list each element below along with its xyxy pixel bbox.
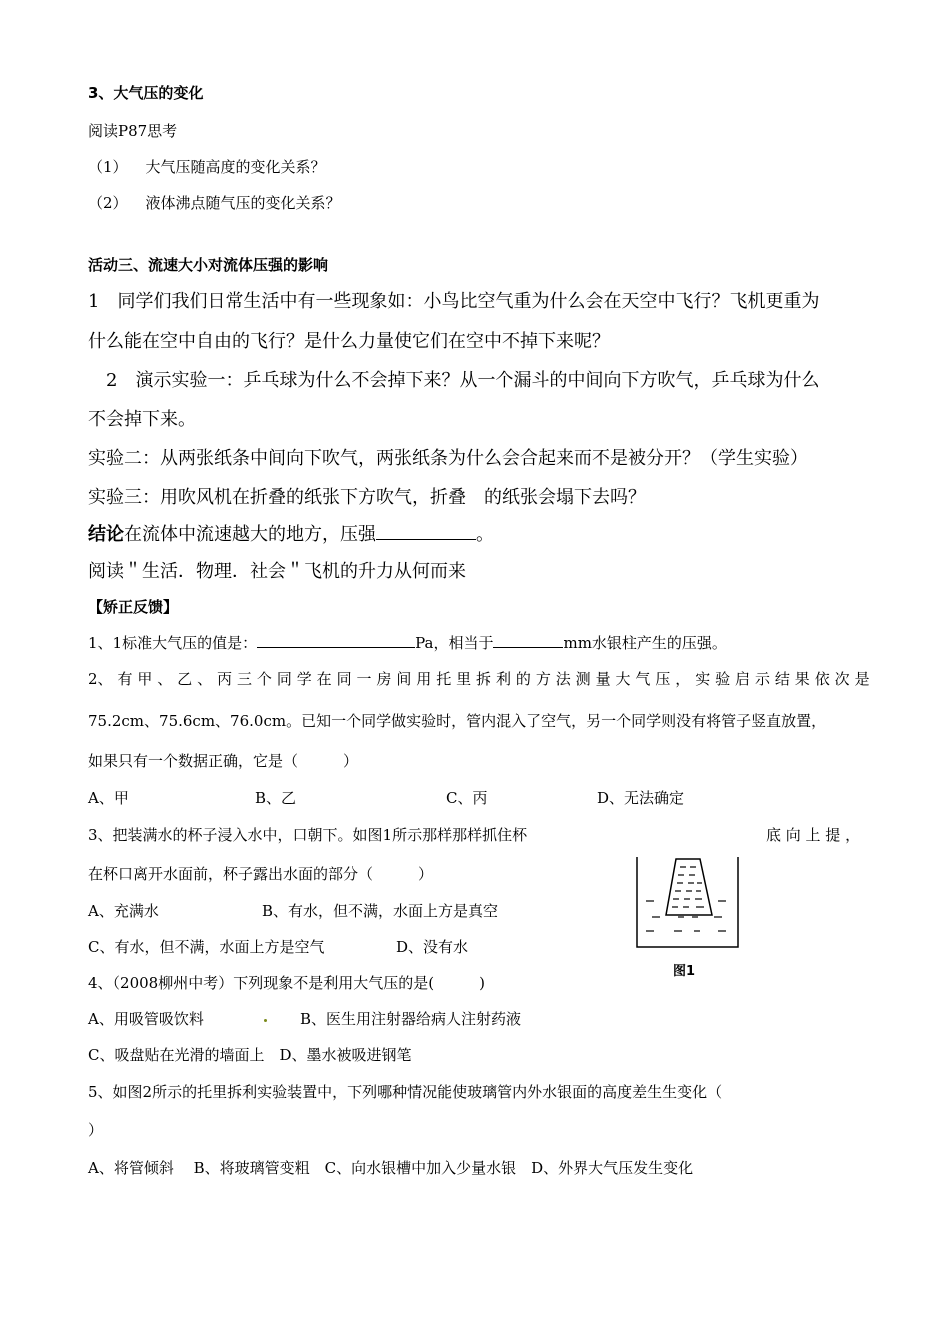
activity-paragraph-1-line-1: 1 同学们我们日常生活中有一些现象如：小鸟比空气重为什么会在天空中飞行？飞机更重为: [88, 291, 820, 312]
activity-paragraph-2-line-1: 2 演示实验一：乒乓球为什么不会掉下来？从一个漏斗的中间向下方吹气，乒乓球为什么: [88, 370, 820, 391]
question-2-text: 液体沸点随气压的变化关系？: [145, 194, 341, 212]
question-2: [88, 192, 341, 213]
q2-line-1-char: 启: [735, 670, 751, 688]
q2-line-1-char: 的: [515, 670, 531, 688]
q2-line-1-char: 个: [256, 670, 272, 688]
q2-line-1-char: 用: [416, 670, 432, 688]
conclusion-label: 结论: [88, 524, 124, 545]
q2-line-1-char: 2、: [88, 670, 113, 688]
activity-paragraph-2-line-2: 不会掉下来。: [88, 409, 196, 430]
q2-line-1-char: 间: [396, 670, 412, 688]
q2-line-1-char: 同: [276, 670, 292, 688]
q2-line-1-char: 方: [535, 670, 551, 688]
q2-line-1-char: 法: [555, 670, 571, 688]
q4-option-b[interactable]: B、医生用注射器给病人注射药液: [300, 1010, 522, 1028]
q2-line-1-char: 结: [774, 670, 790, 688]
q2-line-1-char: 乙: [177, 670, 193, 688]
q2-line-1-char: 验: [715, 670, 731, 688]
q2-option-b[interactable]: B、乙: [255, 789, 297, 807]
feedback-question-2-line-3: 如果只有一个数据正确，它是（ ）: [88, 752, 359, 770]
q2-line-1-char: 测: [575, 670, 591, 688]
feedback-question-2-line-1: [88, 668, 870, 689]
q2-line-1-char: 实: [695, 670, 711, 688]
read-instruction: 阅读P87思考: [88, 122, 178, 140]
q2-line-1-char: 托: [436, 670, 452, 688]
q2-line-1-char: 丙: [217, 670, 233, 688]
q2-line-1-char: 次: [834, 670, 850, 688]
q2-line-1-char: 依: [814, 670, 830, 688]
feedback-q1-middle: Pa，相当于: [415, 634, 494, 652]
q2-line-1-char: 有: [117, 670, 133, 688]
q2-line-1-char: 示: [754, 670, 770, 688]
q2-option-d[interactable]: D、无法确定: [597, 789, 685, 807]
feedback-title: 【矫正反馈】: [88, 598, 179, 616]
q3-option-d[interactable]: D、没有水: [396, 938, 469, 956]
feedback-question-5-line-1: 5、如图2所示的托里拆利实验装置中，下列哪种情况能使玻璃管内外水银面的高度差生生变化（: [88, 1083, 723, 1101]
q3-option-a[interactable]: A、充满水: [88, 902, 159, 920]
question-1-number: （1）: [88, 158, 128, 176]
q2-line-1-char: 里: [456, 670, 472, 688]
feedback-q1-suffix: mm水银柱产生的压强。: [563, 634, 727, 652]
experiment-3: 实验三：用吹风机在折叠的纸张下方吹气，折叠 的纸张会塌下去吗？: [88, 487, 646, 508]
conclusion-end: 。: [476, 524, 494, 545]
activity-paragraph-1-line-2: 什么能在空中自由的飞行？是什么力量使它们在空中不掉下来呢？: [88, 331, 610, 352]
conclusion: [88, 520, 494, 546]
q2-line-1-char: 学: [296, 670, 312, 688]
experiment-2: 实验二：从两张纸条中间向下吹气，两张纸条为什么会合起来而不是被分开？（学生实验）: [88, 448, 808, 469]
feedback-q1-prefix: 1、1标准大气压的值是：: [88, 634, 258, 652]
read-airplane-lift: 阅读＂生活．物理．社会＂飞机的升力从何而来: [88, 561, 466, 582]
question-2-number: （2）: [88, 194, 128, 212]
q2-option-c[interactable]: C、丙: [446, 789, 488, 807]
feedback-question-4: 4、（2008柳州中考）下列现象不是利用大气压的是( ): [88, 974, 485, 992]
figure-1-caption: 图1: [673, 964, 696, 979]
activity-title: 活动三、流速大小对流体压强的影响: [88, 256, 329, 274]
q2-line-1-char: 三: [236, 670, 252, 688]
feedback-question-3-line-2: 在杯口离开水面前，杯子露出水面的部分（ ）: [88, 865, 434, 883]
stray-mark-dot: [264, 1019, 267, 1022]
q5-options[interactable]: A、将管倾斜 B、将玻璃管变粗 C、向水银槽中加入少量水银 D、外界大气压发生变化: [88, 1159, 694, 1177]
q2-line-1-char: 是: [854, 670, 870, 688]
feedback-question-3-line-1: 3、把装满水的杯子浸入水中，口朝下。如图1所示那样那样抓住杯: [88, 826, 528, 844]
q2-line-1-char: 压: [655, 670, 671, 688]
q2-line-1-char: 在: [316, 670, 332, 688]
q2-line-1-char: 大: [615, 670, 631, 688]
q2-line-1-char: 量: [595, 670, 611, 688]
q3-option-b[interactable]: B、有水，但不满，水面上方是真空: [262, 902, 499, 920]
q2-line-1-char: 、: [197, 670, 213, 688]
q2-line-1-char: 甲: [137, 670, 153, 688]
feedback-question-2-line-2: 75.2cm、75.6cm、76.0cm。已知一个同学做实验时，管内混入了空气，另一个同学则没有将管子竖直放置，: [88, 712, 827, 730]
cup-in-tank-diagram: [634, 855, 744, 955]
q2-line-1-char: 利: [495, 670, 511, 688]
q4-options-c-d[interactable]: C、吸盘贴在光滑的墙面上 D、墨水被吸进钢笔: [88, 1046, 412, 1064]
q2-line-1-char: 果: [794, 670, 810, 688]
figure-1-cup-in-water: [634, 855, 744, 959]
question-1-text: 大气压随高度的变化关系？: [145, 158, 326, 176]
pressure-value-blank[interactable]: [257, 632, 415, 648]
feedback-question-3-line-1-right: 底 向 上 提 ，: [766, 826, 861, 844]
section-title: 3、大气压的变化: [88, 84, 204, 102]
q2-line-1-char: 房: [376, 670, 392, 688]
conclusion-blank[interactable]: [376, 524, 476, 540]
q2-line-1-char: 气: [635, 670, 651, 688]
q2-option-a[interactable]: A、甲: [88, 789, 129, 807]
q4-option-a[interactable]: A、用吸管吸饮料: [88, 1010, 204, 1028]
q2-line-1-char: 一: [356, 670, 372, 688]
q2-line-1-char: 同: [336, 670, 352, 688]
feedback-question-1: [88, 632, 727, 653]
q3-option-c[interactable]: C、有水，但不满，水面上方是空气: [88, 938, 325, 956]
mercury-height-blank[interactable]: [493, 632, 563, 648]
q2-line-1-char: 拆: [476, 670, 492, 688]
question-1: [88, 156, 326, 177]
q2-line-1-char: 、: [157, 670, 173, 688]
conclusion-text: 在流体中流速越大的地方，压强: [124, 524, 376, 545]
q2-line-1-char: ，: [675, 670, 691, 688]
feedback-question-5-line-2: ）: [88, 1121, 104, 1139]
